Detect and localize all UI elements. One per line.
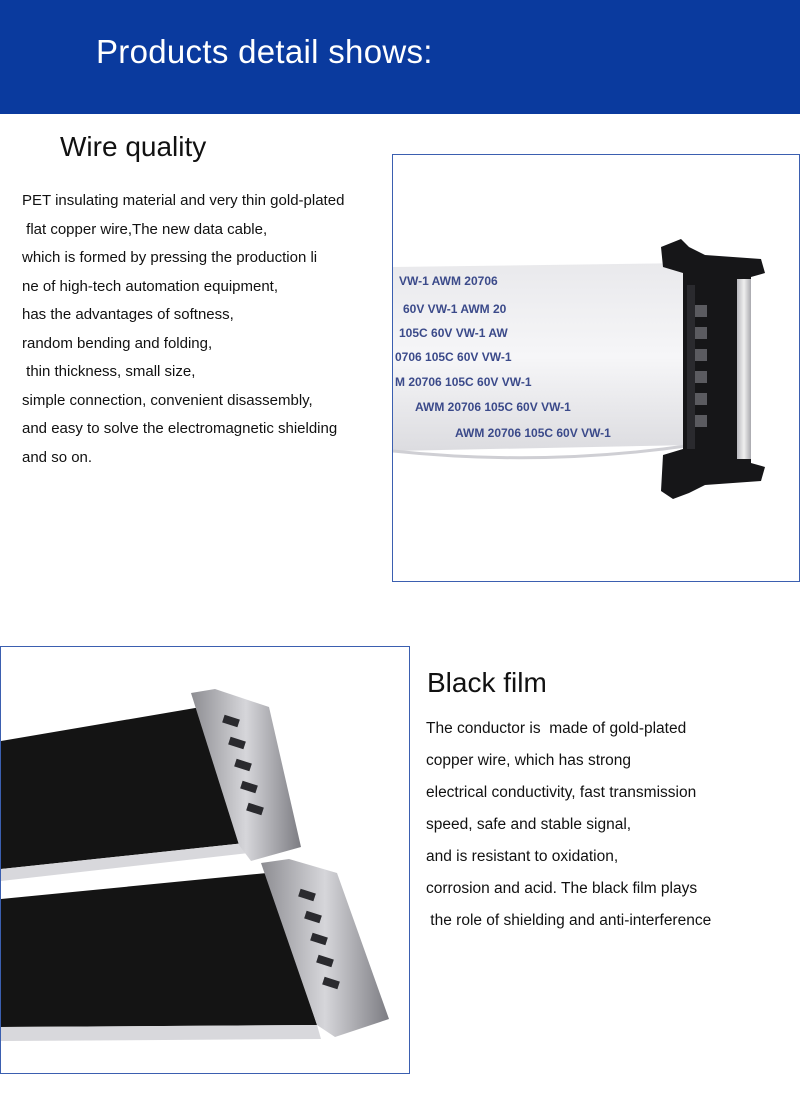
- black-film-description: [426, 713, 711, 937]
- description-line: and so on.: [22, 448, 93, 466]
- page-title: Products detail shows:: [96, 33, 433, 70]
- black-cable-photo: [0, 646, 410, 1074]
- description-line: ne of high-tech automation equipment,: [22, 277, 279, 295]
- header-banner: [0, 0, 800, 114]
- description-line: and is resistant to oxidation,: [426, 848, 619, 865]
- description-line: the role of shielding and anti-interference: [426, 912, 712, 929]
- description-line: speed, safe and stable signal,: [426, 816, 632, 833]
- svg-text:VW-1 AWM 20706: VW-1 AWM 20706: [399, 274, 498, 288]
- description-line: simple connection, convenient disassembly,: [22, 391, 313, 409]
- black-cable-illustration: [1, 647, 410, 1074]
- description-line: copper wire, which has strong: [426, 752, 632, 769]
- description-line: and easy to solve the electromagnetic shielding: [22, 420, 338, 437]
- white-cable-photo: [392, 154, 800, 582]
- description-line: PET insulating material and very thin gold-plated: [22, 192, 345, 209]
- svg-text:AWM 20706 105C 60V VW-1: AWM 20706 105C 60V VW-1: [415, 400, 571, 414]
- svg-text:105C 60V VW-1 AW: 105C 60V VW-1 AW: [399, 326, 508, 340]
- description-line: electrical conductivity, fast transmission: [426, 784, 697, 801]
- section-title-black-film: Black film: [427, 667, 547, 698]
- svg-text:60V VW-1 AWM 20: 60V VW-1 AWM 20: [403, 302, 507, 316]
- svg-text:M 20706 105C 60V VW-1: M 20706 105C 60V VW-1: [395, 375, 532, 389]
- description-line: flat copper wire,The new data cable,: [22, 220, 268, 238]
- svg-text:AWM 20706 105C 60V VW-1: AWM 20706 105C 60V VW-1: [455, 426, 611, 440]
- black-flat-cable-lower: [1, 873, 317, 1027]
- description-line: has the advantages of softness,: [22, 306, 234, 323]
- description-line: thin thickness, small size,: [22, 363, 196, 380]
- white-cable-illustration: [393, 155, 800, 582]
- description-line: which is formed by pressing the production li: [22, 249, 318, 266]
- description-line: The conductor is made of gold-plated: [426, 720, 687, 737]
- description-line: random bending and folding,: [22, 334, 213, 352]
- description-line: corrosion and acid. The black film plays: [426, 880, 698, 897]
- svg-text:0706 105C 60V VW-1: 0706 105C 60V VW-1: [395, 350, 512, 364]
- section-title-wire-quality: Wire quality: [60, 131, 207, 162]
- wire-quality-description: [22, 187, 344, 472]
